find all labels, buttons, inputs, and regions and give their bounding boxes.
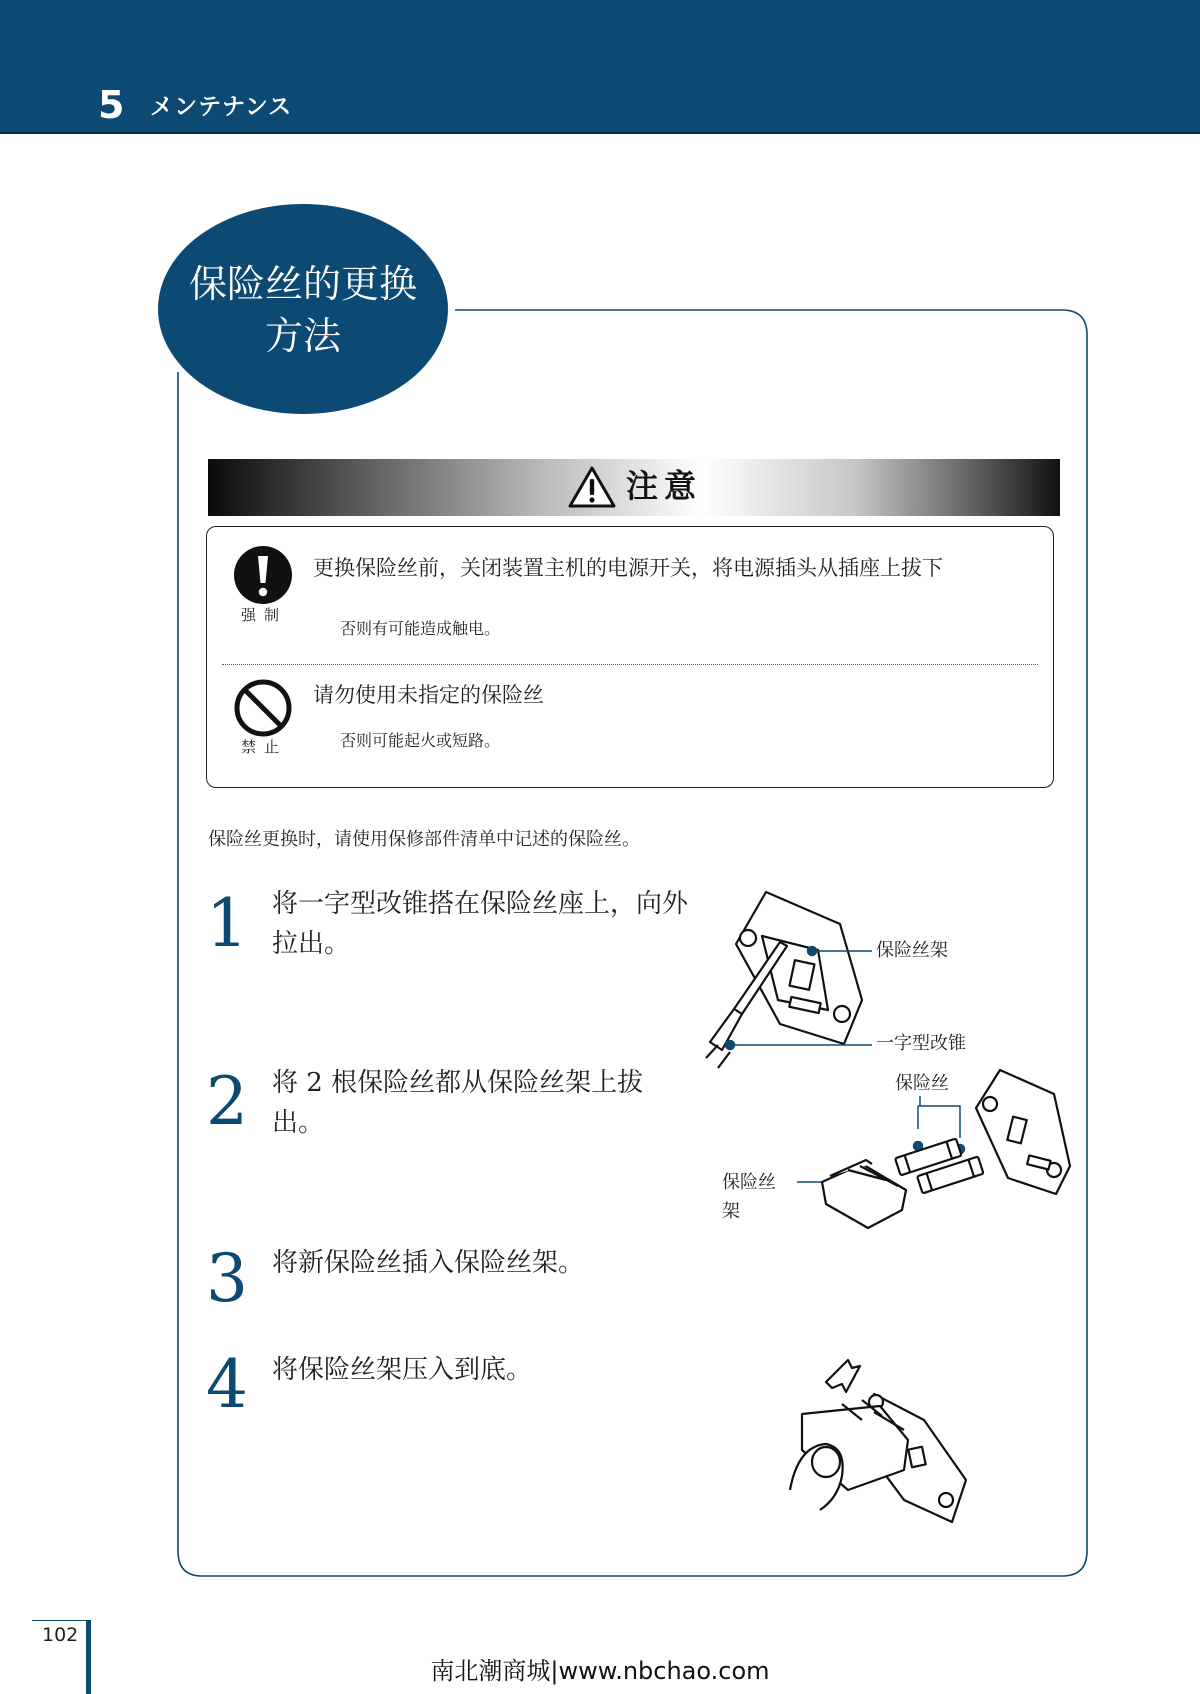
warning-text: 更换保险丝前，关闭装置主机的电源开关，将电源插头从插座上拔下 (313, 556, 943, 580)
callout-fuse-holder: 保险丝架 (876, 940, 948, 961)
mandatory-label: 强制 (241, 606, 288, 624)
callout-screwdriver: 一字型改锥 (876, 1033, 966, 1054)
step-text: 将一字型改锥搭在保险丝座上，向外拉出。 (272, 889, 689, 959)
section-title-line1: 保险丝的更换 (188, 262, 417, 306)
caution-label: 注意 (626, 467, 703, 505)
step-number: 4 (206, 1346, 248, 1423)
chapter-number: 5 (98, 83, 125, 127)
step-number: 2 (206, 1063, 248, 1140)
callout-fuse-holder-line2: 架 (722, 1201, 740, 1222)
chapter-title: メンテナンス (150, 94, 293, 120)
warning-note: 否则可能起火或短路。 (340, 731, 501, 750)
page-number-rule (32, 1620, 90, 1621)
callout-fuse-holder-line1: 保险丝 (722, 1172, 776, 1193)
step-text: 将新保险丝插入保险丝架。 (272, 1248, 585, 1278)
callout-fuse: 保险丝 (895, 1073, 949, 1094)
step-number: 1 (206, 885, 248, 962)
prohibited-label: 禁止 (241, 738, 288, 756)
footer-site: 南北潮商城|www.nbchao.com (430, 1657, 770, 1685)
warning-note: 否则有可能造成触电。 (340, 619, 501, 638)
step-text: 将保险丝架压入到底。 (272, 1355, 533, 1385)
page-number: 102 (42, 1624, 79, 1646)
fuse-insertion-illustration (790, 1360, 966, 1522)
section-title-line2: 方法 (264, 314, 341, 358)
intro-text: 保险丝更换时，请使用保修部件清单中记述的保险丝。 (208, 829, 640, 850)
step-text: 将 2 根保险丝都从保险丝架上拔出。 (272, 1068, 644, 1138)
warning-text: 请勿使用未指定的保险丝 (313, 683, 544, 707)
step-number: 3 (206, 1240, 248, 1317)
